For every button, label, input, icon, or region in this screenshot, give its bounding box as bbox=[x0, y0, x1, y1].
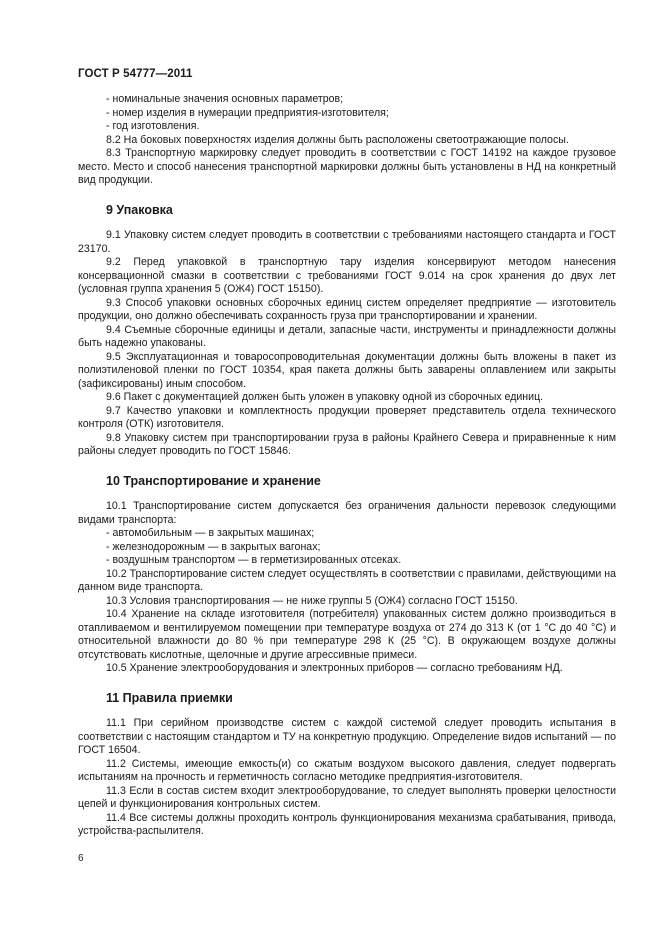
intro-list-item: - год изготовления. bbox=[106, 120, 200, 132]
paragraph-9-8: 9.8 Упаковку систем при транспортировании груза в районы Крайнего Севера и приравненные к ним районы следует проводить по ГОСТ 15846. bbox=[78, 431, 616, 457]
document-header: ГОСТ Р 54777—2011 bbox=[78, 68, 193, 80]
paragraph-9-3: 9.3 Способ упаковки основных сборочных единиц систем определяет предприятие — изготовитель продукции, оно должно обеспечивать сохранность груза при транспортировании и хранении. bbox=[78, 296, 616, 322]
page-number: 6 bbox=[78, 853, 84, 864]
transport-list-item: - автомобильным — в закрытых машинах; bbox=[106, 527, 315, 539]
paragraph-10-3: 10.3 Условия транспортирования — не ниже группы 5 (ОЖ4) согласно ГОСТ 15150. bbox=[106, 594, 518, 607]
paragraph-9-1: 9.1 Упаковку систем следует проводить в соответствии с требованиями настоящего стандарта и ГОСТ 23170. bbox=[78, 229, 616, 255]
paragraph-10-1: 10.1 Транспортирование систем допускается без ограничения дальности перевозок следующими видами транспорта: bbox=[78, 500, 616, 526]
paragraph-9-7: 9.7 Качество упаковки и комплектность продукции проверяет представитель отдела технического контроля (ОТК) изготовителя. bbox=[78, 404, 616, 430]
paragraph-8-3: 8.3 Транспортную маркировку следует проводить в соответствии с ГОСТ 14192 на каждое грузовое место. Место и способ нанесения транспортной маркировки должны быть установлены в НД на конкретный вид продукции. bbox=[78, 147, 616, 186]
paragraph-8-2: 8.2 На боковых поверхностях изделия должны быть расположены светоотражающие полосы. bbox=[106, 133, 569, 146]
paragraph-9-2: 9.2 Перед упаковкой в транспортную тару изделия консервируют методом нанесения консервационной смазки в соответствии с требованиями ГОСТ 9.014 на срок хранения до двух лет (условная группа хранения 5 (ОЖ4) ГОСТ 15150). bbox=[78, 256, 616, 295]
paragraph-11-2: 11.2 Системы, имеющие емкость(и) со сжатым воздухом высокого давления, следует подвергать испытаниям на прочность и герметичность согласно методике предприятия-изготовителя. bbox=[78, 757, 616, 783]
intro-list-item: - номинальные значения основных параметров; bbox=[106, 93, 344, 105]
section-heading-9: 9 Упаковка bbox=[106, 202, 173, 217]
document-body bbox=[78, 93, 616, 839]
paragraph-10-5: 10.5 Хранение электрооборудования и электронных приборов — согласно требованиям НД. bbox=[106, 662, 563, 674]
transport-list-item: - воздушным транспортом — в герметизированных отсеках. bbox=[106, 554, 402, 566]
intro-list-item: - номер изделия в нумерации предприятия-изготовителя; bbox=[106, 106, 389, 119]
paragraph-11-3: 11.3 Если в состав систем входит электрооборудование, то следует выполнять проверки целостности цепей и функционирования контрольных систем. bbox=[78, 784, 616, 810]
paragraph-10-4: 10.4 Хранение на складе изготовителя (потребителя) упакованных систем должно производиться в отапливаемом и вентилируемом помещении при температуре воздуха от 274 до 313 К (от 1 °С до 40 °С) и относительной влажности до 80 % при температуре 298 К (25 °С). В окружающем воздухе должны отсутствовать кислотные, щелочные и другие агрессивные примеси. bbox=[78, 608, 616, 661]
transport-list-item: - железнодорожным — в закрытых вагонах; bbox=[106, 540, 321, 553]
section-heading-10: 10 Транспортирование и хранение bbox=[106, 473, 321, 488]
paragraph-9-6: 9.6 Пакет с документацией должен быть уложен в упаковку одной из сборочных единиц. bbox=[106, 391, 544, 403]
paragraph-9-4: 9.4 Съемные сборочные единицы и детали, запасные части, инструменты и принадлежности должны быть надежно упакованы. bbox=[78, 323, 616, 349]
paragraph-10-2: 10.2 Транспортирование систем следует осуществлять в соответствии с правилами, действующими на данном виде транспорта. bbox=[78, 567, 616, 593]
paragraph-11-4: 11.4 Все системы должны проходить контроль функционирования механизма срабатывания, привода, устройства-распылителя. bbox=[78, 811, 616, 837]
paragraph-11-1: 11.1 При серийном производстве систем с каждой системой следует проводить испытания в соответствии с настоящим стандартом и ТУ на конкретную продукцию. Определение видов испытаний — по ГОСТ 16504. bbox=[78, 717, 616, 756]
paragraph-9-5: 9.5 Эксплуатационная и товаросопроводительная документации должны быть вложены в пакет из полиэтиленовой пленки по ГОСТ 10354, края пакета должны быть заварены оплавлением или закрыты (зафиксированы) иным способом. bbox=[78, 350, 616, 390]
section-heading-11: 11 Правила приемки bbox=[106, 690, 233, 705]
